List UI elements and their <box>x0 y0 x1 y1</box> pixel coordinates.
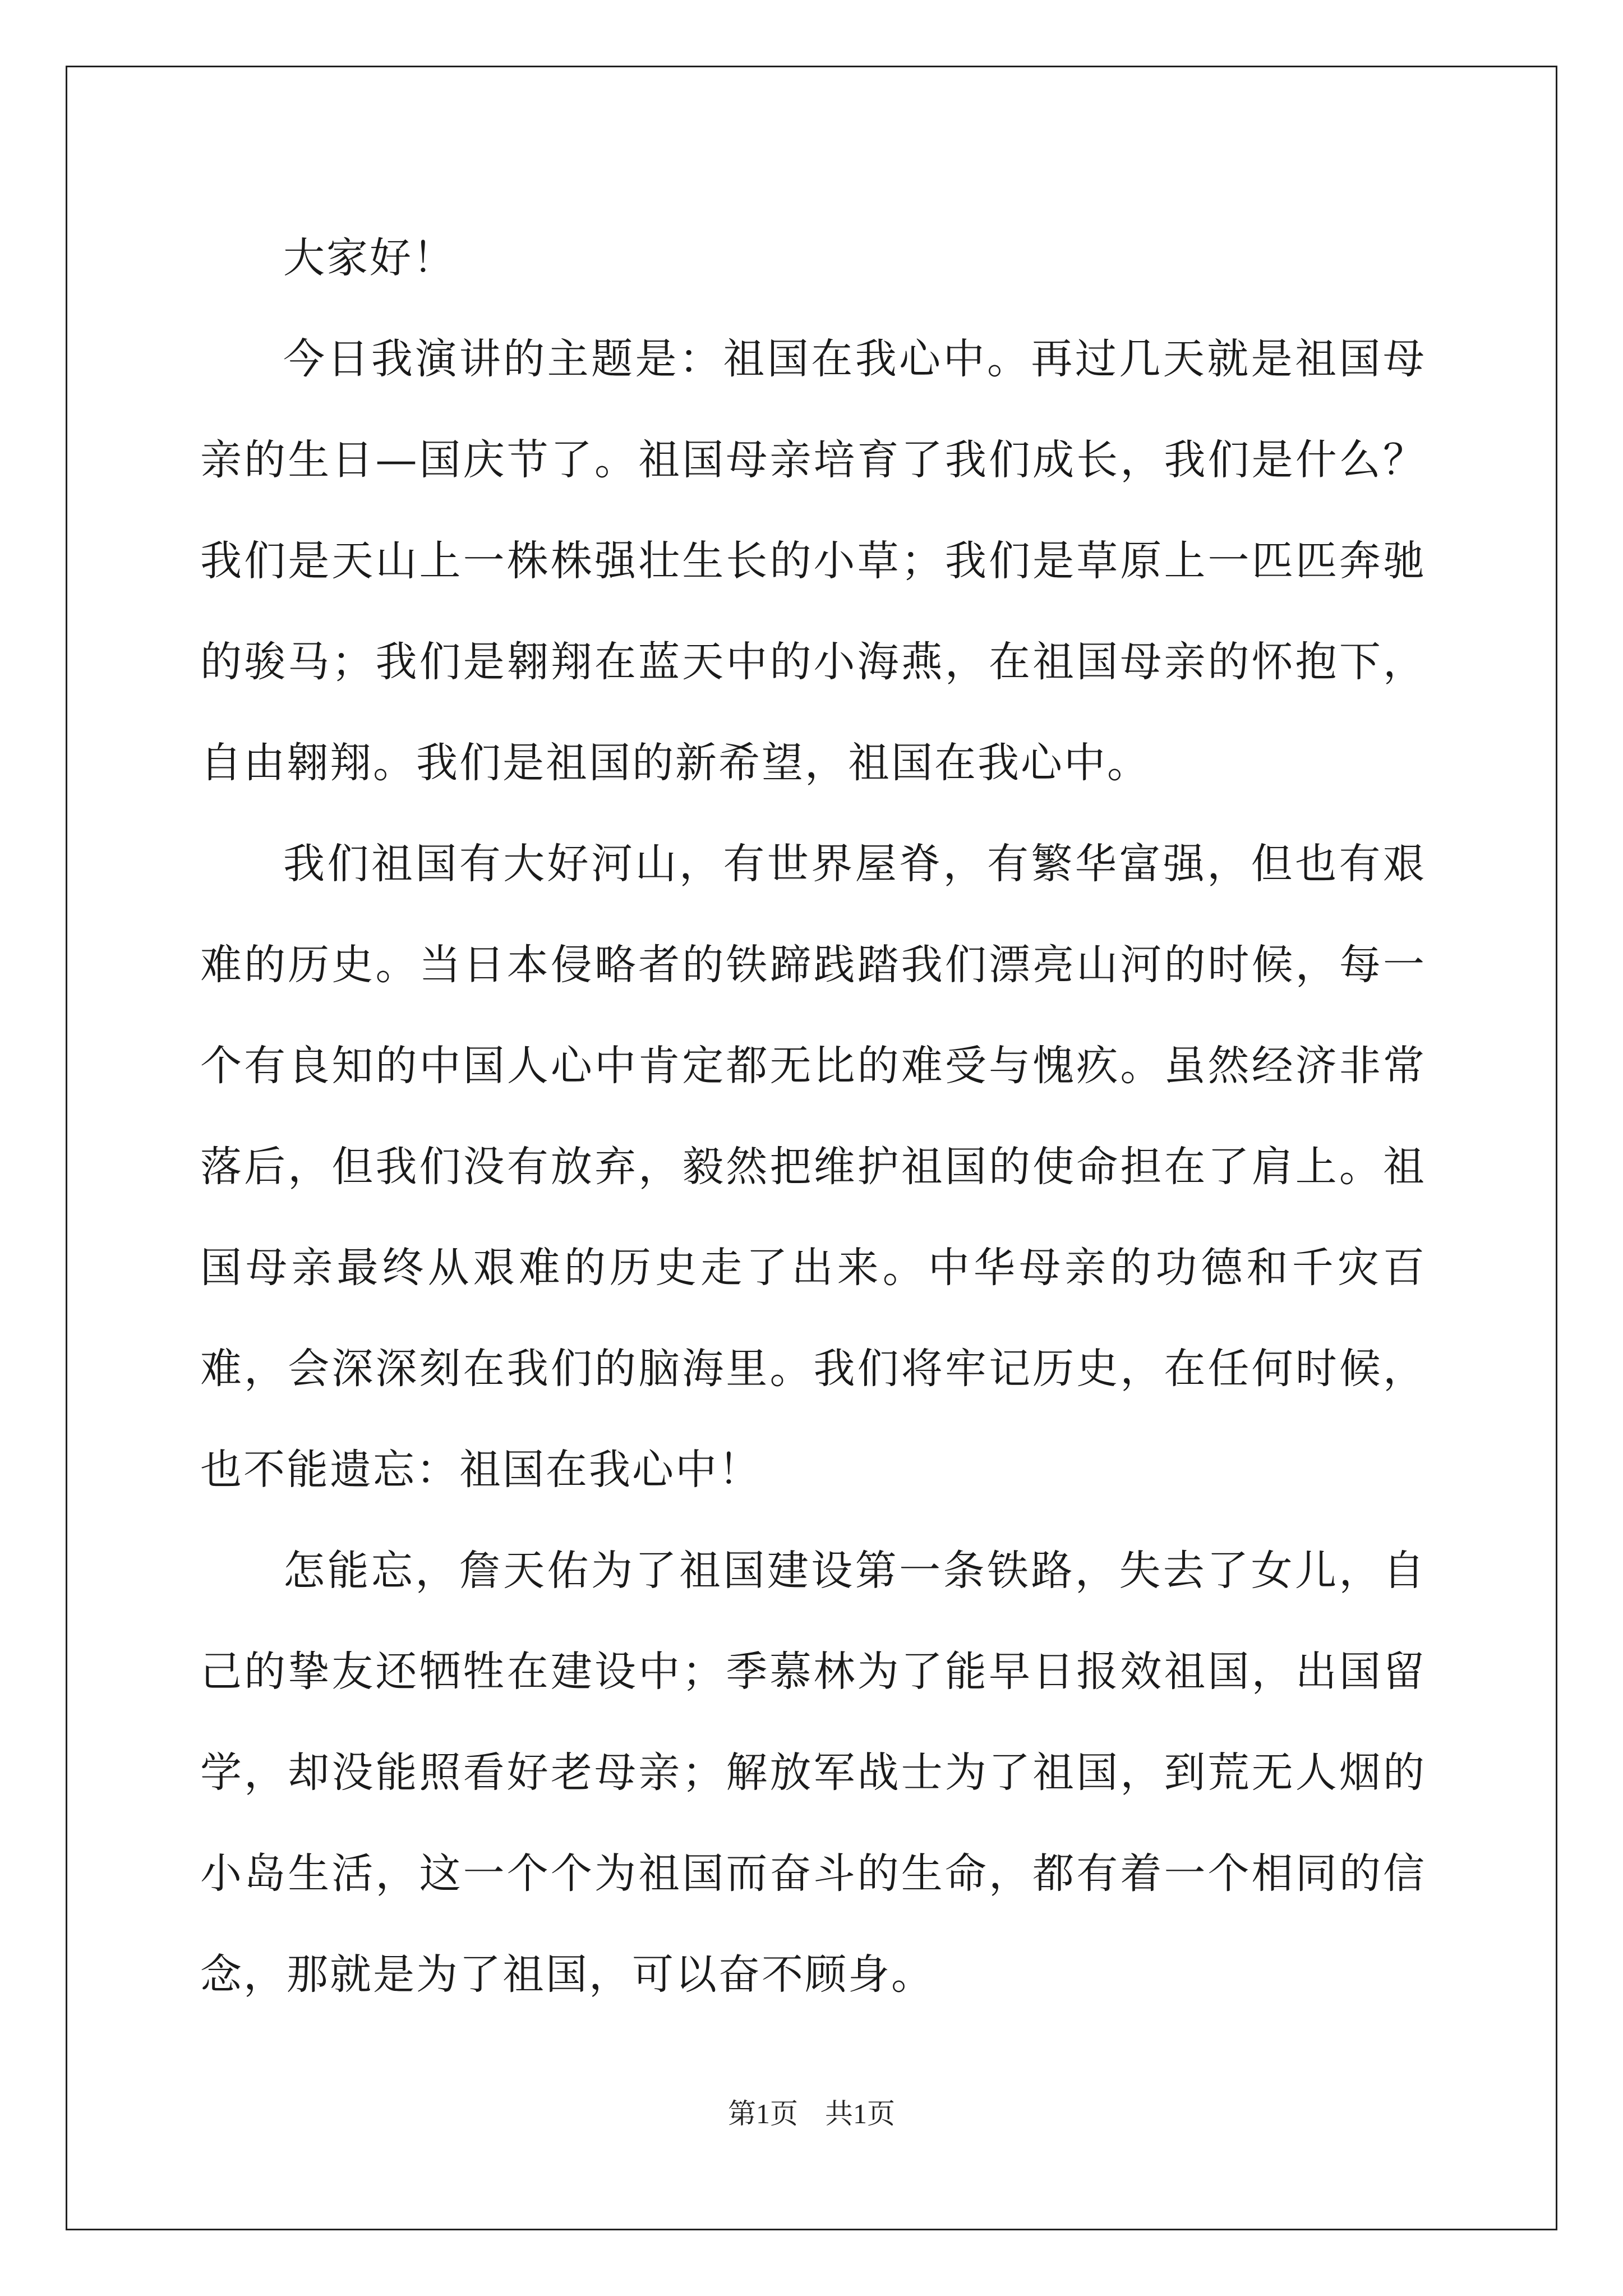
paragraph-theme: 今日我演讲的主题是：祖国在我心中。再过几天就是祖国母亲的生日—国庆节了。祖国母亲培育了我们成长，我们是什么？我们是天山上一株株强壮生长的小草；我们是草原上一匹匹奔驰的骏马；我们是翱翔在蓝天中的小海燕，在祖国母亲的怀抱下，自由翱翔。我们是祖国的新希望，祖国在我心中。 <box>200 335 1426 787</box>
paragraph-history: 我们祖国有大好河山，有世界屋脊，有繁华富强，但也有艰难的历史。当日本侵略者的铁蹄践踏我们漂亮山河的时候，每一个有良知的中国人心中肯定都无比的难受与愧疚。虽然经济非常落后，但我们没有放弃，毅然把维护祖国的使命担在了肩上。祖国母亲最终从艰难的历史走了出来。中华母亲的功德和千灾百难，会深深刻在我们的脑海里。我们将牢记历史，在任何时候，也不能遗忘：祖国在我心中！ <box>200 840 1426 1494</box>
page-footer <box>0 2091 1623 2132</box>
document-body <box>200 208 1426 2025</box>
page-total: 共1页 <box>825 2098 895 2129</box>
paragraph-heroes: 怎能忘，詹天佑为了祖国建设第一条铁路，失去了女儿，自己的挚友还牺牲在建设中；季慕林为了能早日报效祖国，出国留学，却没能照看好老母亲；解放军战士为了祖国，到荒无人烟的小岛生活，这一个个为祖国而奋斗的生命，都有着一个相同的信念，那就是为了祖国，可以奋不顾身。 <box>200 1547 1426 1999</box>
paragraph-greeting: 大家好！ <box>283 234 456 282</box>
page-number: 第1页 <box>728 2098 798 2129</box>
